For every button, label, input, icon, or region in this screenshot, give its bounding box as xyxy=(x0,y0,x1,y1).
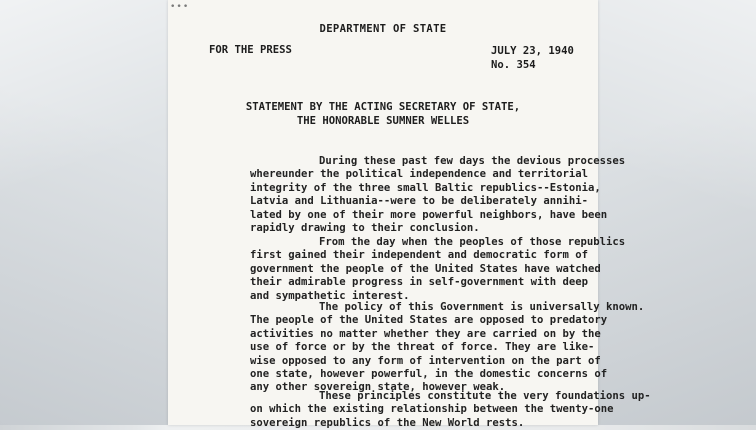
statement-title xyxy=(168,100,598,128)
paragraph-line: on which the existing relationship between the twenty-one xyxy=(250,403,614,416)
background-left-panel xyxy=(0,0,168,425)
paragraph-line: The people of the United States are opposed to predatory xyxy=(250,314,608,327)
department-heading: DEPARTMENT OF STATE xyxy=(319,23,447,35)
paragraph-line: integrity of the three small Baltic republics--Estonia, xyxy=(250,181,601,194)
paragraph-line: and sympathetic interest. xyxy=(250,289,410,302)
paragraph-line: government the people of the United States have watched xyxy=(250,262,601,275)
statement-title-line-1: STATEMENT BY THE ACTING SECRETARY OF STATE, xyxy=(245,101,521,113)
for-the-press-label: FOR THE PRESS xyxy=(209,44,292,56)
paragraph-line: These principles constitute the very foundations up- xyxy=(319,390,651,402)
paragraph-1 xyxy=(250,155,625,235)
paragraph-line: first gained their independent and democratic form of xyxy=(250,249,589,262)
paragraph-line: lated by one of their more powerful neighbors, have been xyxy=(250,208,608,221)
paragraph-line: sovereign republics of the New World rests. xyxy=(250,416,525,429)
press-release-document xyxy=(168,0,651,429)
corner-mark: ••• xyxy=(170,2,190,12)
paragraph-line: their admirable progress in self-government with deep xyxy=(250,276,589,289)
paragraph-line: Latvia and Lithuania--were to be deliberately annihi- xyxy=(250,195,589,208)
paragraph-line: rapidly drawing to their conclusion. xyxy=(250,222,480,235)
paragraph-line: use of force or by the threat of force. They are like- xyxy=(250,341,595,354)
paragraph-4 xyxy=(250,390,651,430)
paragraph-line: wise opposed to any form of intervention on the part of xyxy=(250,354,601,367)
paragraph-line: From the day when the peoples of those republics xyxy=(319,236,626,248)
paragraph-line: one state, however powerful, in the domestic concerns of xyxy=(250,368,608,381)
paragraph-line: whereunder the political independence and territorial xyxy=(250,168,589,181)
paragraph-line: The policy of this Government is universally known. xyxy=(319,301,645,313)
paragraph-line: activities no matter whether they are carried on by the xyxy=(250,327,601,340)
release-date: JULY 23, 1940 xyxy=(491,45,574,57)
paragraph-line: any other sovereign state, however weak. xyxy=(250,381,506,394)
release-date-block xyxy=(491,44,574,72)
statement-title-line-2: THE HONORABLE SUMNER WELLES xyxy=(296,115,470,127)
release-number: No. 354 xyxy=(491,59,536,71)
paragraph-line: During these past few days the devious processes xyxy=(319,155,626,167)
paragraph-2 xyxy=(250,236,625,303)
paragraph-3 xyxy=(250,301,644,395)
